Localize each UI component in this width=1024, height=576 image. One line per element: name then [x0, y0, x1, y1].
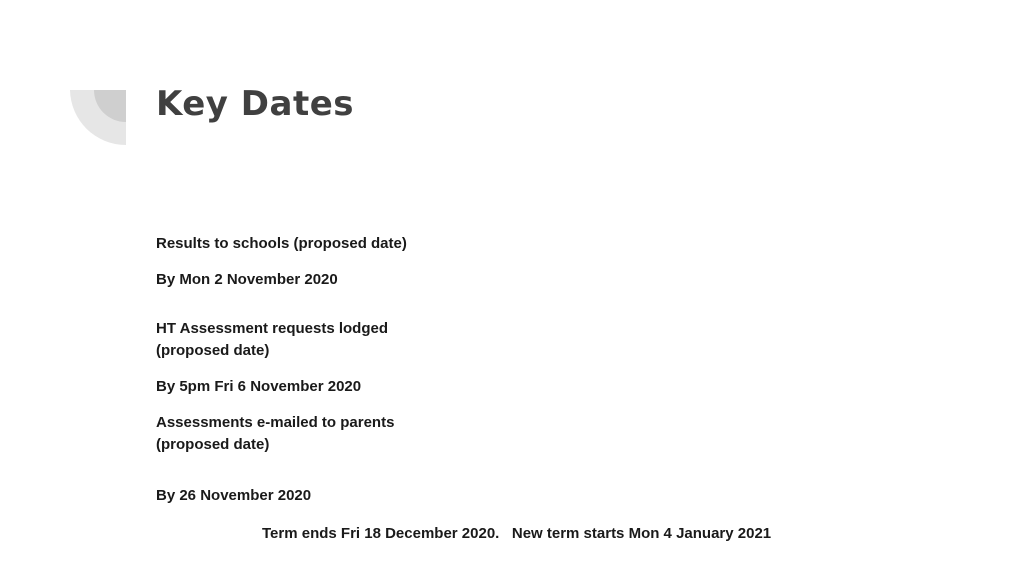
term-ends-text: Term ends Fri 18 December 2020. [262, 525, 500, 542]
term-footer [262, 523, 771, 545]
decorative-arc-shape [0, 0, 140, 160]
ht-assessment-label: HT Assessment requests lodged [156, 320, 389, 337]
assessments-emailed-label-suffix: (proposed date) [156, 436, 270, 453]
new-term-text: New term starts Mon 4 January 2021 [511, 525, 772, 542]
ht-assessment-label-suffix: (proposed date) [156, 342, 270, 359]
assessments-emailed-label: Assessments e-mailed to parents [156, 414, 395, 431]
results-to-schools-label: Results to schools (proposed date) [156, 235, 407, 252]
page-title: Key Dates [156, 84, 355, 124]
ht-assessment-date: By 5pm Fri 6 November 2020 [156, 378, 362, 395]
results-to-schools-date: By Mon 2 November 2020 [156, 271, 338, 288]
assessments-emailed-date: By 26 November 2020 [156, 487, 312, 504]
